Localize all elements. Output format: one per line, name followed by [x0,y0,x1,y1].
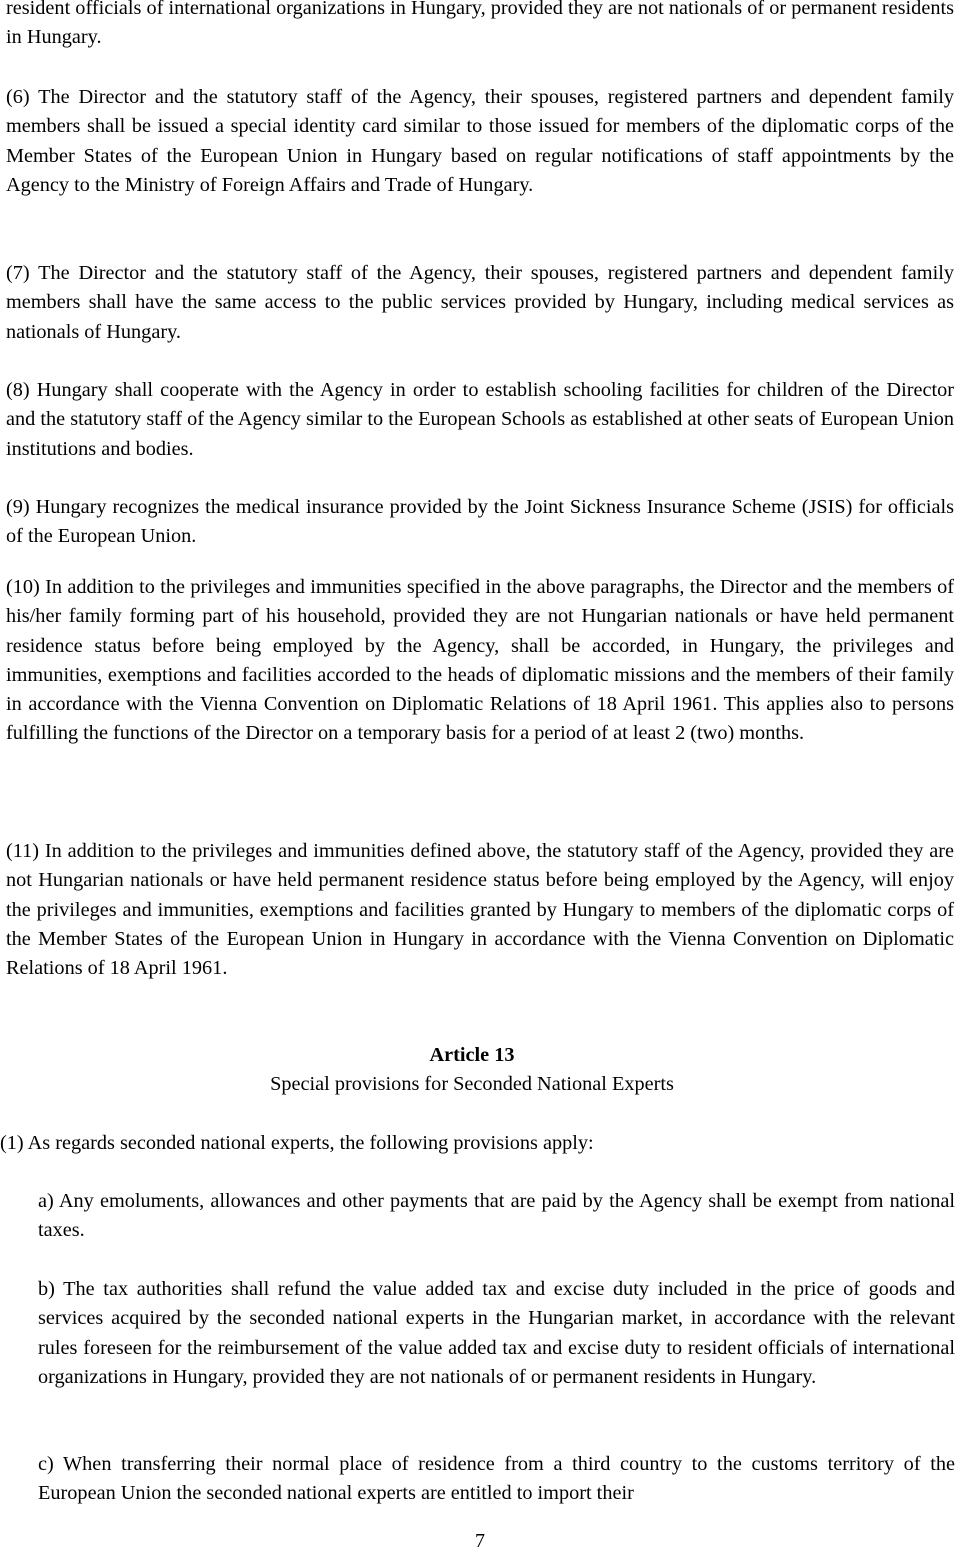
paragraph-9: (9) Hungary recognizes the medical insurance provided by the Joint Sickness Insurance Scheme (JSIS) for officials of the European Union. [6,496,954,548]
article-subtitle: Special provisions for Seconded National Experts [270,1073,674,1095]
paragraph-8: (8) Hungary shall cooperate with the Agency in order to establish schooling facilities for children of the Director and the statutory staff of the Agency similar to the European Schools as established at other seats of European Union institutions and bodies. [6,379,954,460]
paragraph-11: (11) In addition to the privileges and immunities defined above, the statutory staff of the Agency, provided they are not Hungarian nationals or have held permanent residence status before being employed by the Agency, will enjoy the privileges and immunities, exemptions and facilities granted by Hungary to members of the diplomatic corps of the Member States of the European Union in Hungary in accordance with the Vienna Convention on Diplomatic Relations of 18 April 1961. [6,840,954,980]
article-intro: (1) As regards seconded national experts, the following provisions apply: [0,1132,594,1154]
paragraph-continuation: resident officials of international organizations in Hungary, provided they are not nationals of or permanent residents in Hungary. [6,0,954,49]
list-item-b: b) The tax authorities shall refund the value added tax and excise duty included in the price of goods and services acquired by the seconded national experts in the Hungarian market, in accordance with the relevant rules foreseen for the reimbursement of the value added tax and excise duty to resident officials of international organizations in Hungary, provided they are not nationals of or permanent residents in Hungary. [38,1278,955,1388]
list-item-c: c) When transferring their normal place of residence from a third country to the customs territory of the European Union the seconded national experts are entitled to import their [38,1453,955,1505]
article-title: Article 13 [429,1044,515,1066]
list-item-a: a) Any emoluments, allowances and other payments that are paid by the Agency shall be exempt from national taxes. [38,1190,955,1242]
paragraph-6: (6) The Director and the statutory staff of the Agency, their spouses, registered partners and dependent family members shall be issued a special identity card similar to those issued for members of the diplomatic corps of the Member States of the European Union in Hungary based on regular notifications of staff appointments by the Agency to the Ministry of Foreign Affairs and Trade of Hungary. [6,86,954,196]
page-number: 7 [475,1530,485,1552]
paragraph-7: (7) The Director and the statutory staff of the Agency, their spouses, registered partners and dependent family members shall have the same access to the public services provided by Hungary, including medical services as nationals of Hungary. [6,262,954,343]
paragraph-10: (10) In addition to the privileges and immunities specified in the above paragraphs, the Director and the members of his/her family forming part of his household, provided they are not Hungarian nationals or have held permanent residence status before being employed by the Agency, shall be accorded, in Hungary, the privileges and immunities, exemptions and facilities accorded to the heads of diplomatic missions and the members of their family in accordance with the Vienna Convention on Diplomatic Relations of 18 April 1961. This applies also to persons fulfilling the functions of the Director on a temporary basis for a period of at least 2 (two) months. [6,576,954,745]
